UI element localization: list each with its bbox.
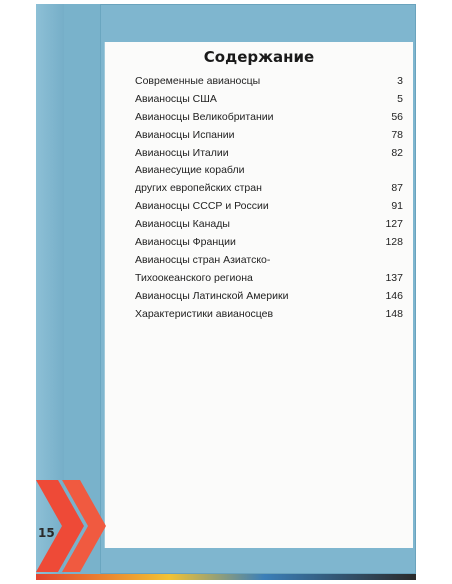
toc-entry-page: 87 <box>391 182 403 195</box>
toc-entry-title: Авианосцы Канады <box>135 218 230 231</box>
page-number: 15 <box>38 526 55 540</box>
toc-entry-page: 3 <box>397 75 403 87</box>
toc-entry-title: Авианосцы стран Азиатско- <box>135 253 271 266</box>
toc-entry-title: Авианосцы СССР и России <box>135 200 269 213</box>
toc-entry-page: 5 <box>397 92 403 105</box>
toc-entry[interactable] <box>135 252 403 270</box>
toc-entry-title: Авианесущие корабли <box>135 164 245 177</box>
toc-entry-title: Современные авианосцы <box>135 75 261 87</box>
toc-entry[interactable] <box>135 91 403 109</box>
toc-entry[interactable] <box>135 270 403 288</box>
toc-entry[interactable] <box>135 109 403 127</box>
toc-entry-page: 91 <box>391 200 403 213</box>
toc-entry-page: 137 <box>385 271 403 284</box>
toc-entry-page: 82 <box>391 146 403 159</box>
contents-page <box>104 42 413 548</box>
toc-entry-page: 148 <box>385 307 403 320</box>
toc-entry[interactable] <box>135 234 403 252</box>
toc-entry[interactable] <box>135 127 403 145</box>
toc-entry-title: Тихоокеанского региона <box>135 271 253 284</box>
toc-entry[interactable] <box>135 145 403 163</box>
toc-entry-title: Авианосцы Латинской Америки <box>135 289 289 302</box>
toc-entry-page: 146 <box>385 289 403 302</box>
toc-entry-title: Авианосцы США <box>135 92 217 105</box>
toc-entry-title: других европейских стран <box>135 182 262 195</box>
toc-entry-page: 56 <box>391 110 403 123</box>
toc-entry[interactable] <box>135 198 403 216</box>
cover-bottom-edge <box>36 574 416 580</box>
toc-entry[interactable] <box>135 288 403 306</box>
table-of-contents <box>135 73 403 323</box>
toc-entry[interactable] <box>135 306 403 324</box>
toc-entry-title: Авианосцы Италии <box>135 146 229 159</box>
toc-entry-title: Авианосцы Франции <box>135 236 236 249</box>
toc-entry[interactable] <box>135 162 403 180</box>
toc-entry-page: 127 <box>385 218 403 231</box>
toc-entry-page: 128 <box>385 236 403 249</box>
toc-entry-title: Авианосцы Великобритании <box>135 110 274 123</box>
toc-entry-title: Авианосцы Испании <box>135 128 235 141</box>
toc-entry[interactable] <box>135 180 403 198</box>
toc-entry[interactable] <box>135 73 403 91</box>
toc-entry-page: 78 <box>391 128 403 141</box>
page-title: Содержание <box>203 48 315 66</box>
toc-entry[interactable] <box>135 216 403 234</box>
toc-entry-title: Характеристики авианосцев <box>135 307 274 320</box>
